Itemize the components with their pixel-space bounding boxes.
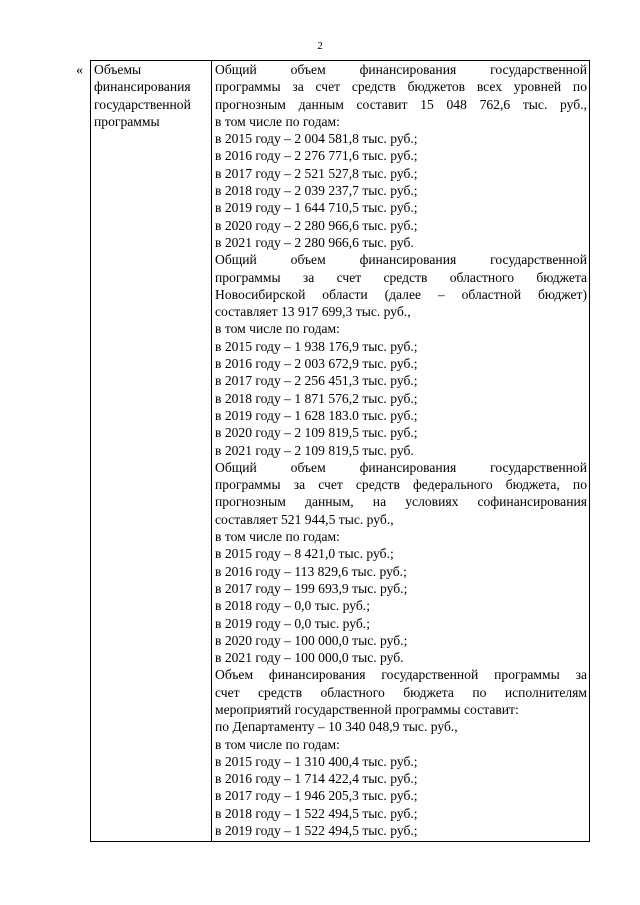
financing-text-line: в 2017 году – 2 521 527,8 тыс. руб.; (215, 165, 418, 181)
financing-text-line: в 2020 году – 2 109 819,5 тыс. руб.; (215, 425, 418, 441)
financing-text-line: составляет 13 917 699,3 тыс. руб., (215, 304, 411, 320)
financing-text-line: в том числе по годам: (215, 736, 340, 752)
financing-text-line: в 2018 году – 0,0 тыс. руб.; (215, 598, 370, 614)
financing-text-line: в 2015 году – 2 004 581,8 тыс. руб.; (215, 131, 418, 147)
financing-text-line: в 2018 году – 1 522 494,5 тыс. руб.; (215, 805, 418, 821)
row-label (94, 61, 209, 130)
financing-text-line: в 2015 году – 1 310 400,4 тыс. руб.; (215, 753, 418, 769)
financing-text-line: в 2017 году – 199 693,9 тыс. руб.; (215, 580, 408, 596)
financing-text-line: Общий объем финансирования государственной (215, 252, 587, 268)
financing-text-line: в 2019 году – 1 522 494,5 тыс. руб.; (215, 823, 418, 839)
financing-text-line: по Департаменту – 10 340 048,9 тыс. руб., (215, 719, 458, 735)
financing-text-line: в 2016 году – 2 003 672,9 тыс. руб.; (215, 356, 418, 372)
row-label-line: программы (94, 113, 160, 129)
financing-text-line: мероприятий государственной программы составит: (215, 701, 519, 717)
financing-volume-row (91, 61, 590, 842)
financing-text-line: программы за счет средств федерального бюджета, по (215, 477, 587, 493)
opening-quote-mark: « (76, 63, 83, 78)
financing-text-line: в 2015 году – 1 938 176,9 тыс. руб.; (215, 338, 418, 354)
financing-text-line: составляет 521 944,5 тыс. руб., (215, 511, 394, 527)
program-passport-table (90, 60, 590, 842)
financing-text-line: Новосибирской области (далее – областной бюджет) (215, 286, 587, 302)
financing-text-line: в 2021 году – 2 280 966,6 тыс. руб. (215, 234, 414, 250)
financing-text-line: в 2019 году – 0,0 тыс. руб.; (215, 615, 370, 631)
financing-text-line: прогнозным данным, на условиях софинансирования (215, 494, 587, 510)
financing-text-line: в 2020 году – 2 280 966,6 тыс. руб.; (215, 217, 418, 233)
financing-text-line: в 2017 году – 1 946 205,3 тыс. руб.; (215, 788, 418, 804)
row-label-line: государственной (94, 96, 191, 112)
row-label-line: Объемы (94, 62, 142, 77)
financing-text-line: в том числе по годам: (215, 113, 340, 129)
financing-text-line: в 2016 году – 2 276 771,6 тыс. руб.; (215, 148, 418, 164)
financing-text-line: в том числе по годам: (215, 529, 340, 545)
financing-text-line: программы за счет средств областного бюджета (215, 269, 587, 285)
financing-text-line: в том числе по годам: (215, 321, 340, 337)
financing-text-line: Общий объем финансирования государственной (215, 62, 587, 77)
row-label-line: финансирования (94, 79, 191, 95)
financing-text-line: в 2021 году – 100 000,0 тыс. руб. (215, 650, 404, 666)
financing-text-line: в 2015 году – 8 421,0 тыс. руб.; (215, 546, 394, 562)
financing-text-line: в 2016 году – 1 714 422,4 тыс. руб.; (215, 771, 418, 787)
financing-text-line: программы за счет средств бюджетов всех уровней по (215, 79, 587, 95)
financing-text-line: в 2018 году – 2 039 237,7 тыс. руб.; (215, 183, 418, 199)
financing-description (215, 61, 587, 839)
financing-text-line: в 2016 году – 113 829,6 тыс. руб.; (215, 563, 407, 579)
financing-text-line: в 2021 году – 2 109 819,5 тыс. руб. (215, 442, 414, 458)
row-content-cell (212, 61, 590, 842)
financing-text-line: Объем финансирования государственной программы за (215, 667, 587, 683)
financing-text-line: счет средств областного бюджета по исполнителям (215, 684, 587, 700)
financing-text-line: в 2019 году – 1 628 183.0 тыс. руб.; (215, 407, 418, 423)
page-number: 2 (317, 40, 323, 52)
financing-text-line: в 2020 году – 100 000,0 тыс. руб.; (215, 632, 408, 648)
financing-text-line: Общий объем финансирования государственной (215, 459, 587, 475)
financing-text-line: в 2019 году – 1 644 710,5 тыс. руб.; (215, 200, 418, 216)
financing-text-line: в 2017 году – 2 256 451,3 тыс. руб.; (215, 373, 418, 389)
financing-text-line: прогнозным данным составит 15 048 762,6 тыс. руб., (215, 96, 587, 112)
row-label-cell (91, 61, 212, 842)
financing-text-line: в 2018 году – 1 871 576,2 тыс. руб.; (215, 390, 418, 406)
